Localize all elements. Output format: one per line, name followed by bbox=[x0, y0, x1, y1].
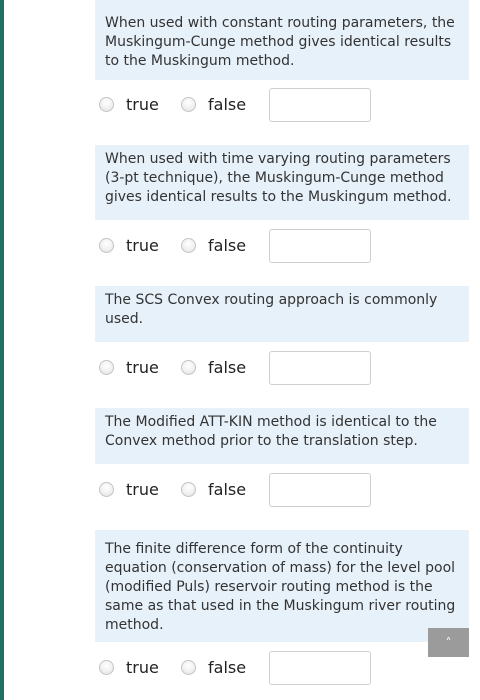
question-text-box bbox=[95, 286, 469, 342]
false-label[interactable]: false bbox=[208, 236, 247, 255]
false-label[interactable]: false bbox=[208, 95, 247, 114]
answer-input[interactable] bbox=[269, 351, 371, 385]
question-text-box bbox=[95, 530, 469, 642]
true-radio[interactable] bbox=[99, 97, 114, 112]
question-text-box bbox=[95, 408, 469, 464]
question-text: The SCS Convex routing approach is commonly used. bbox=[105, 292, 438, 327]
true-label[interactable]: true bbox=[126, 236, 159, 255]
true-label[interactable]: true bbox=[126, 480, 159, 499]
question-text: When used with time varying routing parameters (3-pt technique), the Muskingum-Cunge method gives identical results to the Muskingum method. bbox=[105, 151, 452, 205]
answer-row bbox=[95, 88, 475, 122]
false-radio[interactable] bbox=[181, 482, 196, 497]
answer-input[interactable] bbox=[269, 651, 371, 685]
false-label[interactable]: false bbox=[208, 358, 247, 377]
answer-input[interactable] bbox=[269, 88, 371, 122]
true-radio[interactable] bbox=[99, 482, 114, 497]
answer-row bbox=[95, 473, 475, 507]
question-text-box bbox=[95, 145, 469, 220]
false-label[interactable]: false bbox=[208, 480, 247, 499]
quiz-page bbox=[4, 0, 480, 700]
question-text-box bbox=[95, 0, 469, 80]
true-label[interactable]: true bbox=[126, 658, 159, 677]
true-label[interactable]: true bbox=[126, 95, 159, 114]
true-label[interactable]: true bbox=[126, 358, 159, 377]
question-text: The Modified ATT-KIN method is identical to the Convex method prior to the translation step. bbox=[105, 414, 437, 449]
true-radio[interactable] bbox=[99, 360, 114, 375]
true-radio[interactable] bbox=[99, 660, 114, 675]
false-radio[interactable] bbox=[181, 360, 196, 375]
answer-row bbox=[95, 651, 475, 685]
chevron-up-icon: ˄ bbox=[445, 635, 452, 650]
false-radio[interactable] bbox=[181, 97, 196, 112]
scroll-to-top-button[interactable] bbox=[428, 628, 469, 657]
answer-input[interactable] bbox=[269, 473, 371, 507]
false-label[interactable]: false bbox=[208, 658, 247, 677]
true-radio[interactable] bbox=[99, 238, 114, 253]
answer-input[interactable] bbox=[269, 229, 371, 263]
question-text: When used with constant routing parameters, the Muskingum-Cunge method gives identical results to the Muskingum method. bbox=[105, 15, 455, 69]
false-radio[interactable] bbox=[181, 238, 196, 253]
false-radio[interactable] bbox=[181, 660, 196, 675]
question-text: The finite difference form of the continuity equation (conservation of mass) for the level pool (modified Puls) reservoir routing method is the same as that used in the Muskingum river routing method. bbox=[105, 541, 456, 633]
answer-row bbox=[95, 229, 475, 263]
answer-row bbox=[95, 351, 475, 385]
